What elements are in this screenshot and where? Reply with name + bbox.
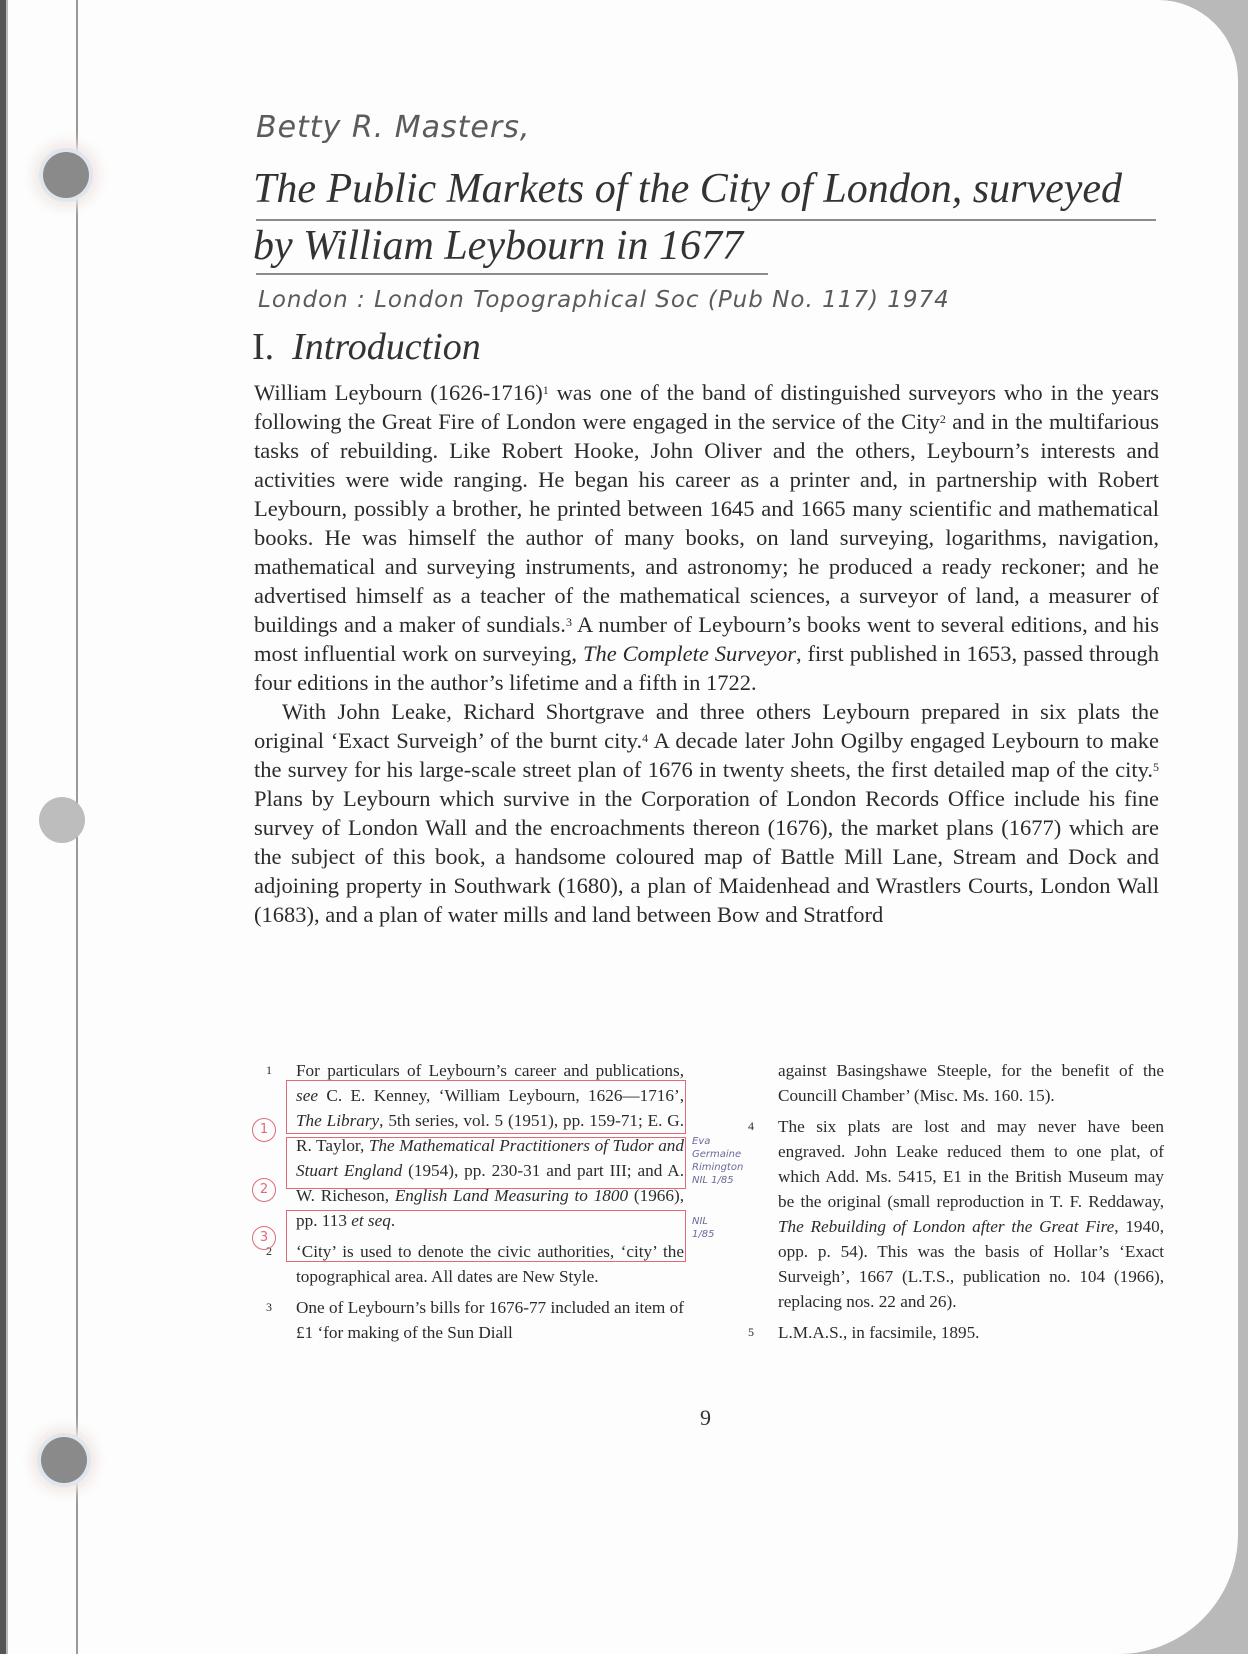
footnote-3: 3 One of Leybourn’s bills for 1676-77 included an item of £1 ‘for making of the Sun Diall	[264, 1295, 684, 1345]
footnote-5: 5 L.M.A.S., in facsimile, 1895.	[746, 1320, 1164, 1345]
punch-hole-top	[43, 152, 89, 198]
title-line-1: The Public Markets of the City of London, surveyed	[253, 166, 1123, 212]
section-number: I.	[252, 326, 275, 368]
red-circle-marker-3: 3	[252, 1226, 276, 1250]
paragraph-2: With John Leake, Richard Shortgrave and three others Leybourn prepared in six plats the original ‘Exact Surveigh’ of the burnt city.$^4$ A decade later John Ogilby engaged Leybourn to make the survey for his large-scale street plan of 1676 in twenty sheets, the first detailed map of the city.$^5$ Plans by Leybourn which survive in the Corporation of London Records Office include his fine survey of London Wall and the encroachments thereon (1676), the market plans (1677) which are the subject of this book, a handsome coloured map of Battle Mill Lane, Stream and Dock and adjoining property in Southwark (1680), a plan of Maidenhead and Wrastlers Courts, London Wall (1683), and a plan of water mills and land between Bow and Stratford	[254, 699, 1159, 927]
handwritten-author: Betty R. Masters,	[256, 110, 531, 145]
handwritten-publication: London : London Topographical Soc (Pub No. 117) 1974	[258, 287, 950, 313]
footnote-4: 4 The six plats are lost and may never have been engraved. John Leake reduced them to one plat, of which Add. Ms. 5415, E1 in the British Museum may be the original (small reproduction in T. F. Reddaway, The Rebuilding of London after the Great Fire, 1940, opp. p. 54). This was the basis of Hollar’s ‘Exact Surveigh’, 1667 (L.T.S., publication no. 104 (1966), replacing nos. 22 and 26).	[746, 1114, 1164, 1314]
body-text	[254, 378, 1159, 929]
footnote-ref-1[interactable]: 1	[542, 383, 549, 397]
red-annotation-box-1	[286, 1080, 686, 1134]
footnote-ref-2[interactable]: 2	[939, 412, 946, 426]
punch-hole-middle	[39, 797, 85, 843]
footnote-number: 2	[266, 1244, 272, 1258]
punch-hole-bottom	[41, 1437, 87, 1483]
red-circle-marker-1: 1	[252, 1118, 276, 1142]
red-circle-marker-2: 2	[252, 1178, 276, 1202]
footnote-ref-3[interactable]: 3	[565, 615, 572, 629]
footnote-3-continued: against Basingshawe Steeple, for the benefit of the Councill Chamber’ (Misc. Ms. 160. 15).	[778, 1061, 1164, 1105]
title-underline-1	[256, 219, 1156, 221]
margin-note-richeson: NIL 1/85	[692, 1216, 715, 1240]
footnote-2: 2 ‘City’ is used to denote the civic authorities, ‘city’ the topographical area. All dates are New Style.	[264, 1239, 684, 1289]
scan-edge	[0, 0, 6, 1654]
section-title: Introduction	[292, 326, 481, 368]
footnotes-right-column	[746, 1058, 1164, 1351]
book-title: The Complete Surveyor	[582, 641, 796, 666]
footnote-ref-5[interactable]: 5	[1153, 760, 1159, 774]
red-annotation-box-2	[286, 1137, 686, 1189]
document-page	[8, 0, 1238, 1654]
footnote-ref-4[interactable]: 4	[642, 731, 649, 745]
red-annotation-box-3	[286, 1210, 686, 1262]
page-number: 9	[700, 1405, 711, 1430]
footnote-1: 1 For particulars of Leybourn’s career and publications, see C. E. Kenney, ‘William Leybourn, 1626—1716’, The Library, 5th series, vol. 5 (1951), pp. 159-71; E. G. R. Taylor, The Mathematical Practitioners of Tudor and Stuart England (1954), pp. 230-31 and part III; and A. W. Richeson, English Land Measuring to 1800 (1966), pp. 113 et seq.	[264, 1058, 684, 1233]
section-heading	[252, 325, 481, 369]
margin-note-taylor: Eva Germaine Rimington NIL 1/85	[692, 1136, 744, 1186]
paragraph-1: William Leybourn (1626-1716)$^1$ was one of the band of distinguished surveyors who in the years following the Great Fire of London were engaged in the service of the City$^2$ and in the multifarious tasks of rebuilding. Like Robert Hooke, John Oliver and the others, Leybourn’s interests and activities were wide ranging. He began his career as a printer and, in partnership with Robert Leybourn, possibly a brother, he printed between 1645 and 1665 many scientific and mathematical books. He was himself the author of many books, on land surveying, logarithms, navigation, mathematical and surveying instruments, and astronomy; he produced a ready reckoner; and he advertised himself as a teacher of the mathematical sciences, a surveyor of land, a measurer of buildings and a maker of sundials.$^3$ A number of Leybourn’s books went to several editions, and his most influential work on surveying, The Complete Surveyor, first published in 1653, passed through four editions in the author’s lifetime and a fifth in 1722.	[254, 380, 1159, 695]
footnote-number: 3	[266, 1300, 272, 1314]
title-underline-2	[256, 273, 768, 275]
title-line-2: by William Leybourn in 1677	[253, 223, 743, 269]
footnote-number: 1	[266, 1063, 272, 1077]
footnote-number: 5	[748, 1325, 754, 1339]
footnote-number: 4	[748, 1119, 754, 1133]
